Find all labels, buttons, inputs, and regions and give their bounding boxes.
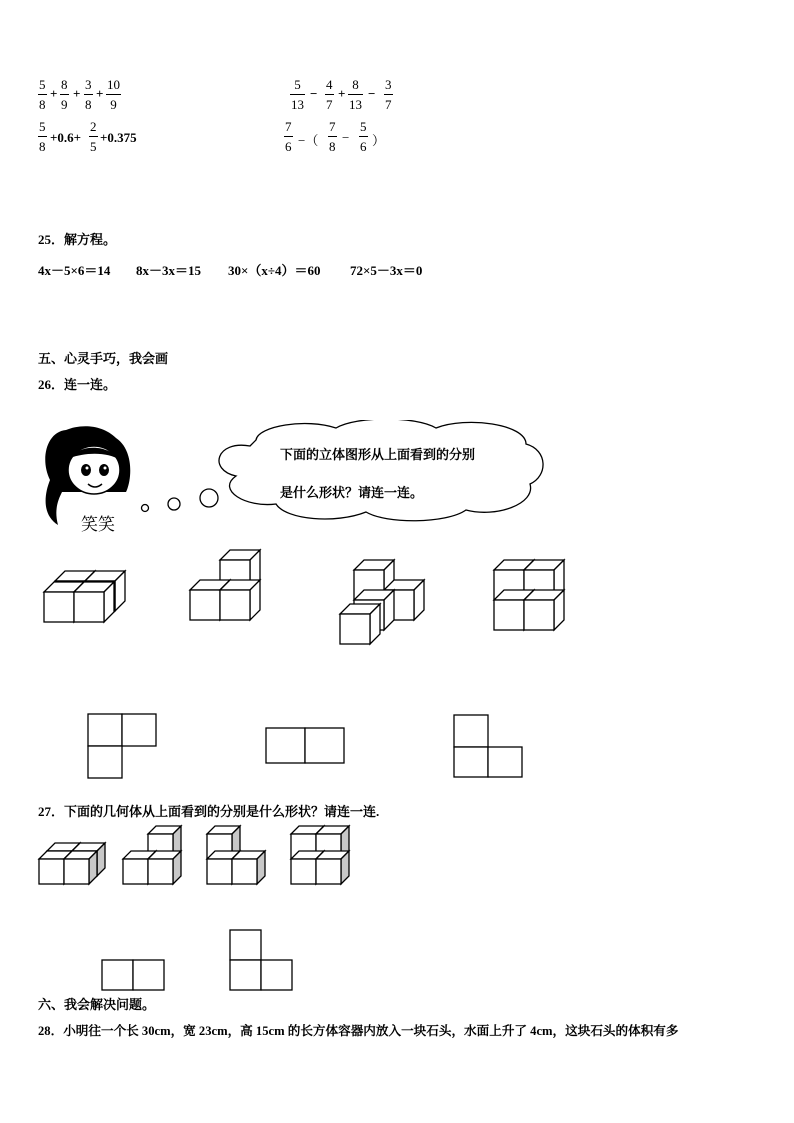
solid-27-4	[291, 826, 349, 884]
fraction: 3 8	[85, 77, 92, 112]
solid-3	[340, 560, 424, 644]
operator: +	[73, 86, 81, 101]
operator-text: +0.6+	[50, 130, 82, 145]
question-25-title: 25．解方程。	[38, 232, 117, 247]
operator: +	[338, 86, 346, 101]
section-6-heading: 六、我会解决问题。	[38, 997, 156, 1012]
top-view-2	[266, 728, 344, 763]
question-28-text: 28．小明往一个长 30cm，宽 23cm，高 15cm 的长方体容器内放入一块石头，水面上升了 4cm，这块石头的体积有多	[38, 1024, 679, 1038]
operator-text: ）	[372, 133, 386, 148]
fraction: 5 8	[39, 77, 46, 112]
equation-2: 8x－3x＝15	[136, 263, 202, 278]
section-5-heading: 五、心灵手巧，我会画	[38, 351, 169, 366]
character-illustration	[36, 420, 556, 540]
bubble-text-line-2: 是什么形状？请连一连。	[280, 486, 424, 501]
operator: −	[368, 86, 376, 101]
fraction: 10 9	[107, 77, 120, 112]
fraction: 8 9	[61, 77, 68, 112]
solid-27-2	[123, 826, 181, 884]
bubble-text-line-1: 下面的立体图形从上面看到的分别	[280, 448, 476, 463]
fraction: 5 13	[291, 77, 304, 112]
character-label: 笑笑	[81, 515, 115, 535]
fraction: 4 7	[326, 77, 333, 112]
question-26-title: 26．连一连。	[38, 377, 117, 392]
operator: +	[96, 86, 104, 101]
solid-1	[44, 571, 125, 622]
operator: −	[342, 130, 350, 145]
equation-1: 4x－5×6＝14	[38, 263, 111, 278]
fraction: 3 7	[385, 77, 392, 112]
girl-icon	[45, 426, 130, 525]
solid-2	[190, 550, 260, 620]
fraction: 2 5	[90, 119, 97, 154]
solid-figures-27	[30, 820, 370, 890]
solid-27-1	[39, 843, 105, 884]
fraction: 5 6	[360, 119, 367, 154]
top-views-27	[96, 926, 306, 996]
solid-figures-26	[30, 540, 590, 650]
top-views-26	[80, 706, 540, 786]
top-view-1	[88, 714, 156, 778]
question-27-title: 27．下面的几何体从上面看到的分别是什么形状？请连一连.	[38, 804, 380, 819]
operator: −	[310, 86, 318, 101]
equation-4: 72×5－3x＝0	[350, 263, 423, 278]
top-view-3	[454, 715, 522, 777]
fraction: 7 8	[329, 119, 336, 154]
top-view-27-2	[230, 930, 292, 990]
operator: +	[50, 86, 58, 101]
equation-3: 30×（x÷4）＝60	[228, 263, 321, 278]
solid-4	[494, 560, 564, 630]
fraction: 7 6	[285, 119, 292, 154]
solid-27-3	[207, 826, 265, 884]
fraction: 8 13	[349, 77, 362, 112]
fraction: 5 8	[39, 119, 46, 154]
operator-text: +0.375	[100, 130, 137, 145]
operator-text: −（	[298, 133, 319, 148]
top-view-27-1	[102, 960, 164, 990]
